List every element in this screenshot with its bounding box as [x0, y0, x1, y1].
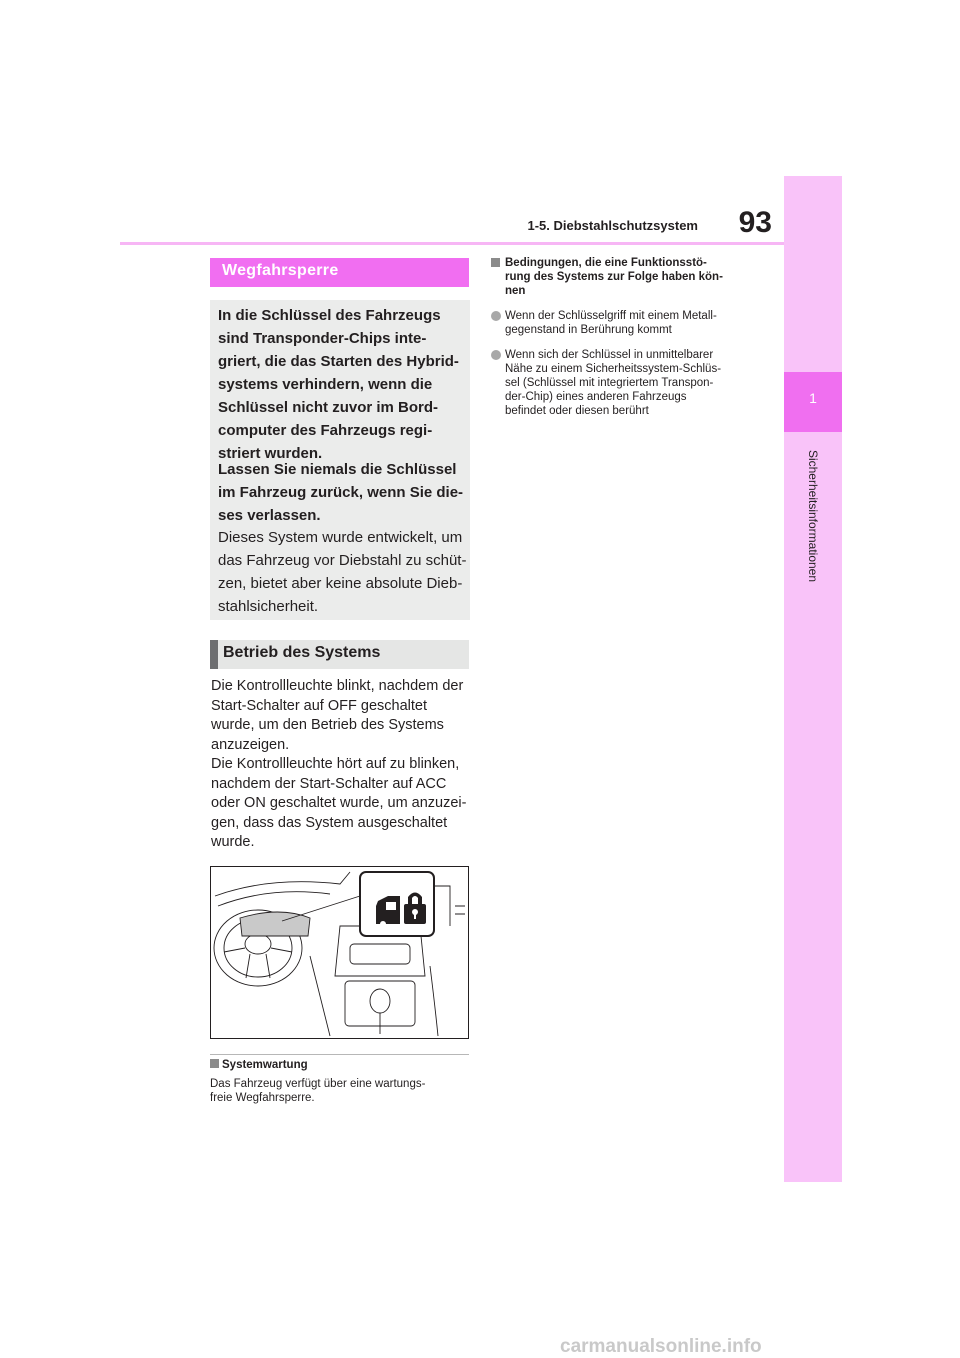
heading-bar: [210, 640, 218, 669]
section-heading-betrieb: [210, 640, 469, 669]
section-heading-wegfahrsperre: [210, 258, 469, 287]
page-number: 93: [738, 206, 772, 239]
chapter-number: 1: [809, 390, 817, 406]
watermark: carmanualsonline.info: [560, 1336, 762, 1357]
dashboard-illustration: [210, 866, 469, 1039]
section-title: 1-5. Diebstahlschutzsystem: [527, 218, 698, 233]
square-bullet-icon: [491, 258, 500, 267]
subsection-title-text: Bedingungen, die eine Funktionsstö- rung des Systems zur Folge haben kön- nen: [505, 257, 723, 297]
chapter-side-tab: [784, 176, 842, 1182]
section-heading-label: Betrieb des Systems: [223, 644, 381, 661]
divider: [210, 1054, 469, 1055]
square-bullet-icon: [210, 1059, 219, 1068]
subsection-body: Das Fahrzeug verfügt über eine wartungs- freie Wegfahrsperre.: [210, 1078, 426, 1104]
info-paragraph: Lassen Sie niemals die Schlüssel im Fahrzeug zurück, wenn Sie die-ses verlassen.: [218, 461, 464, 524]
list-item-text: Wenn der Schlüsselgriff mit einem Metall- gegenstand in Berührung kommt: [505, 310, 717, 336]
subsection-title: [491, 256, 761, 298]
info-box: [210, 300, 470, 620]
subsection-title: [210, 1059, 308, 1071]
circle-bullet-icon: [491, 350, 501, 360]
info-paragraph: In die Schlüssel des Fahrzeugs sind Transponder-Chips inte-griert, die das Starten des Hybrid-systems verhindern, wenn die Schlüssel nicht zuvor im Bord-computer des Fahrzeugs regi-striert wurden.: [218, 307, 459, 462]
section-heading-label: Wegfahrsperre: [222, 262, 339, 279]
subsection-title-text: Systemwartung: [222, 1059, 308, 1071]
list-item-text: Wenn sich der Schlüssel in unmittelbarer Nähe zu einem Sicherheitssystem-Schlüs- sel (Schlüssel mit integriertem Transpon- der-Chip) eines anderen Fahrzeugs befindet oder diesen berührt: [505, 349, 722, 417]
body-text: Die Kontrollleuchte blinkt, nachdem der Start-Schalter auf OFF geschaltet wurde, um den Betrieb des Systems anzuzeigen. Die Kontrollleuchte hört auf zu blinken, nachdem der Start-Schalter auf ACC oder ON geschaltet wurde, um anzuzei- gen, dass das System ausgeschaltet wurde.: [211, 678, 467, 850]
chapter-label: Sicherheitsinformationen: [806, 449, 820, 583]
circle-bullet-icon: [491, 311, 501, 321]
header-rule: [120, 242, 784, 245]
info-paragraph: Dieses System wurde entwickelt, um das Fahrzeug vor Diebstahl zu schüt-zen, bietet aber keine absolute Dieb-stahlsicherheit.: [218, 529, 467, 615]
